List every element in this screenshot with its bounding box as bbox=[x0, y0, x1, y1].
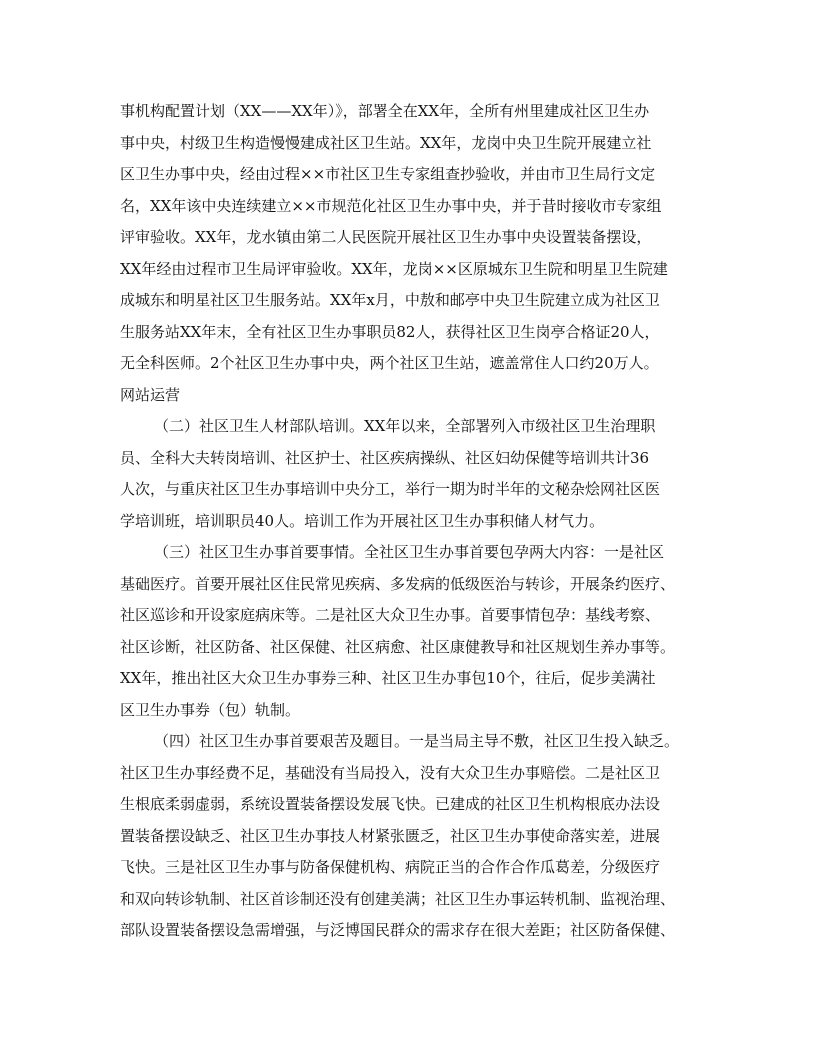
text-line: （四）社区卫生办事首要艰苦及题目。一是当局主导不敷，社区卫生投入缺乏。 bbox=[154, 732, 680, 750]
text-line: 区卫生办事中央，经由过程××市社区卫生专家组查抄验收，并由市卫生局行文定 bbox=[120, 165, 656, 183]
text-line: 飞快。三是社区卫生办事与防备保健机构、病院正当的合作合作瓜葛差，分级医疗 bbox=[120, 858, 661, 876]
text-line: 部队设置装备摆设急需增强，与泛博国民群众的需求存在很大差距；社区防备保健、 bbox=[120, 921, 676, 939]
text-line: 社区卫生办事经费不足，基础没有当局投入，没有大众卫生办事赔偿。二是社区卫 bbox=[120, 763, 661, 782]
text-line: 区卫生办事券（包）轨制。 bbox=[120, 700, 301, 719]
text-line: 基础医疗。首要开展社区住民常见疾病、多发病的低级医治与转诊，开展条约医疗、 bbox=[120, 574, 676, 593]
text-line: 事中央，村级卫生构造慢慢建成社区卫生站。XX年，龙岗中央卫生院开展建立社 bbox=[120, 133, 652, 152]
text-line: 社区巡诊和开设家庭病床等。二是社区大众卫生办事。首要事情包孕：基线考察、 bbox=[120, 606, 661, 624]
text-line: 成城东和明星社区卫生服务站。XX年x月，中敖和邮亭中央卫生院建立成为社区卫 bbox=[120, 291, 660, 309]
document-body bbox=[120, 96, 710, 947]
text-line: 生服务站XX年末，全有社区卫生办事职员82人，获得社区卫生岗亭合格证20人， bbox=[120, 322, 660, 341]
text-line: 事机构配置计划（XX——XX年）》，部署全在XX年，全所有州里建成社区卫生办 bbox=[120, 102, 650, 120]
text-line: XX年经由过程市卫生局评审验收。XX年，龙岗××区原城东卫生院和明星卫生院建 bbox=[120, 259, 668, 278]
text-line: 生根底柔弱虚弱，系统设置装备摆设发展飞快。已建成的社区卫生机构根底办法设 bbox=[120, 795, 661, 813]
text-line: 员、全科大夫转岗培训、社区护士、社区疾病操纵、社区妇幼保健等培训共计36 bbox=[120, 448, 650, 467]
text-line: 网站运营 bbox=[120, 385, 181, 404]
text-line: 社区诊断，社区防备、社区保健、社区病愈、社区康健教导和社区规划生养办事等。 bbox=[120, 637, 676, 656]
text-line: （二）社区卫生人材部队培训。XX年以来，全部署列入市级社区卫生治理职 bbox=[154, 417, 656, 435]
text-line: 评审验收。XX年，龙水镇由第二人民医院开展社区卫生办事中央设置装备摆设， bbox=[120, 228, 652, 246]
text-line: （三）社区卫生办事首要事情。全社区卫生办事首要包孕两大内容：一是社区 bbox=[154, 543, 665, 561]
text-line: 无全科医师。2个社区卫生办事中央，两个社区卫生站，遮盖常住人口约20万人。 bbox=[120, 354, 659, 372]
text-line: 和双向转诊轨制、社区首诊制还没有创建美满；社区卫生办事运转机制、监视治理、 bbox=[120, 889, 676, 908]
text-line: XX年，推出社区大众卫生办事券三种、社区卫生办事包10个，往后，促步美满社 bbox=[120, 669, 656, 687]
text-line: 学培训班，培训职员40人。培训工作为开展社区卫生办事积储人材气力。 bbox=[120, 511, 605, 530]
text-line: 名，XX年该中央连续建立××市规范化社区卫生办事中央，并于昔时接收市专家组 bbox=[120, 196, 662, 215]
text-line: 置装备摆设缺乏、社区卫生办事技人材紧张匮乏，社区卫生办事使命落实差，进展 bbox=[120, 826, 661, 845]
text-line: 人次，与重庆社区卫生办事培训中央分工，举行一期为时半年的文秘杂烩网社区医 bbox=[120, 480, 661, 498]
